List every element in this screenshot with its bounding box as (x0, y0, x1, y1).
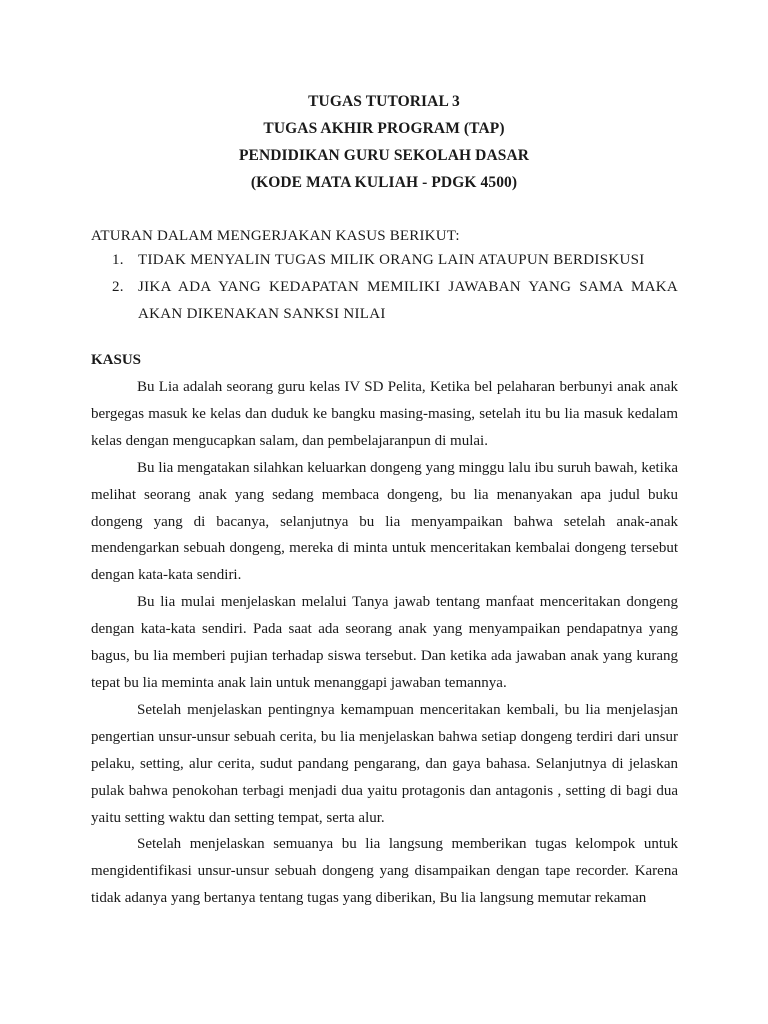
header-department: PENDIDIKAN GURU SEKOLAH DASAR (238, 147, 530, 164)
rules-section (91, 225, 678, 328)
document-header (0, 88, 768, 196)
rule-number: 2. (112, 279, 124, 295)
header-title: TUGAS TUTORIAL 3 (308, 93, 460, 110)
rule-text: JIKA ADA YANG KEDAPATAN MEMILIKI JAWABAN YANG SAMA MAKA AKAN DIKENAKAN SANKSI NILAI (138, 279, 678, 322)
rule-number: 1. (112, 252, 124, 268)
case-paragraph: Bu lia mulai menjelaskan melalui Tanya jawab tentang manfaat menceritakan dongeng dengan kata-kata sendiri. Pada saat ada seorang anak yang menyampaikan pendapatnya yang bagus, bu lia memberi pujian terhadap siswa tersebut. Dan ketika ada jawaban anak yang kurang tepat bu lia meminta anak lain untuk menanggapi jawaban temannya. (91, 594, 678, 691)
case-section (91, 347, 678, 912)
case-paragraph: Bu lia mengatakan silahkan keluarkan dongeng yang minggu lalu ibu suruh bawah, ketika melihat seorang anak yang sedang membaca dongeng, bu lia menanyakan apa judul buku dongeng yang di bacanya, selanjutnya bu lia menyampaikan bahwa setelah anak-anak mendengarkan sebuah dongeng, mereka di minta untuk menceritakan kembalai dongeng tersebut dengan kata-kata sendiri. (91, 459, 678, 584)
case-paragraph: Setelah menjelaskan pentingnya kemampuan menceritakan kembali, bu lia menjelasjan pengertian unsur-unsur sebuah cerita, bu lia menjelaskan bahwa setiap dongeng terdiri dari unsur pelaku, setting, alur cerita, sudut pandang pengarang, dan gaya bahasa. Selanjutnya di jelaskan pulak bahwa penokohan terbagi menjadi dua yaitu protagonis dan antagonis , setting di bagi dua yaitu setting waktu dan setting tempat, serta alur. (91, 701, 678, 826)
rules-heading: ATURAN DALAM MENGERJAKAN KASUS BERIKUT: (91, 228, 460, 244)
header-course-code: (KODE MATA KULIAH - PDGK 4500) (250, 174, 518, 191)
case-paragraph: Bu Lia adalah seorang guru kelas IV SD Pelita, Ketika bel pelaharan berbunyi anak anak bergegas masuk ke kelas dan duduk ke bangku masing-masing, setelah itu bu lia masuk kedalam kelas dengan mengucapkan salam, dan pembelajaranpun di mulai. (91, 379, 678, 449)
header-program: TUGAS AKHIR PROGRAM (TAP) (263, 120, 505, 137)
rule-item (91, 247, 678, 274)
case-paragraph: Setelah menjelaskan semuanya bu lia langsung memberikan tugas kelompok untuk mengidentifikasi unsur-unsur sebuah dongeng yang disampaikan dengan tape recorder. Karena tidak adanya yang bertanya tentang tugas yang diberikan, Bu lia langsung memutar rekaman (91, 836, 678, 907)
case-heading: KASUS (91, 352, 142, 368)
rule-item (91, 274, 678, 328)
rule-text: TIDAK MENYALIN TUGAS MILIK ORANG LAIN ATAUPUN BERDISKUSI (138, 252, 645, 268)
